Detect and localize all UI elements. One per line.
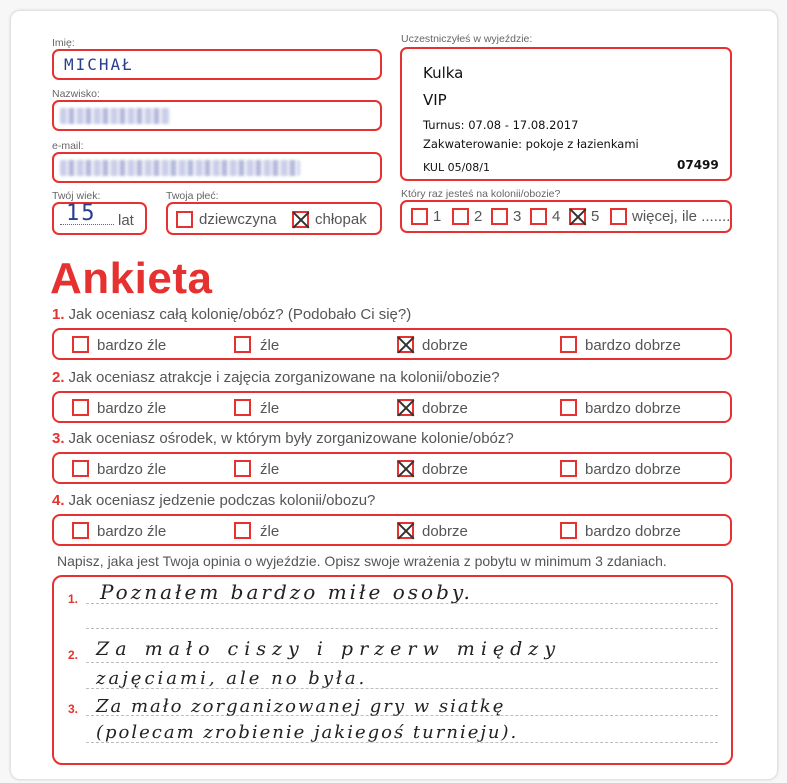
q4-checkbox-zle[interactable] bbox=[234, 522, 251, 539]
q2-option-zle: źle bbox=[260, 400, 280, 417]
q3-option-bardzo-zle: bardzo źle bbox=[97, 461, 167, 478]
trip-type: VIP bbox=[423, 91, 447, 109]
surname-redacted bbox=[60, 108, 170, 124]
handwriting-line-4: Za mało zorganizowanej gry w siatkę bbox=[96, 696, 506, 717]
q3-option-bardzo-dobrze: bardzo dobrze bbox=[585, 461, 681, 478]
q3-checkbox-bardzo-zle[interactable] bbox=[72, 460, 89, 477]
times-label: Który raz jesteś na kolonii/obozie? bbox=[401, 188, 561, 200]
trip-number: 07499 bbox=[677, 158, 719, 172]
email-redacted bbox=[60, 160, 300, 176]
q1-option-bardzo-zle: bardzo źle bbox=[97, 337, 167, 354]
times-option-1: 1 bbox=[433, 208, 442, 225]
q3-checkbox-bardzo-dobrze[interactable] bbox=[560, 460, 577, 477]
q2-checkbox-bardzo-dobrze[interactable] bbox=[560, 399, 577, 416]
q1-option-bardzo-dobrze: bardzo dobrze bbox=[585, 337, 681, 354]
q2-checkbox-bardzo-zle[interactable] bbox=[72, 399, 89, 416]
handwriting-line-2: Za mało ciszy i przerw między bbox=[96, 638, 562, 660]
q4-checkbox-bardzo-dobrze[interactable] bbox=[560, 522, 577, 539]
opinion-line-number-2: 2. bbox=[68, 648, 79, 662]
handwriting-line-1: Poznałem bardzo miłe osoby. bbox=[100, 580, 473, 604]
trip-label: Uczestniczyłeś w wyjeździe: bbox=[401, 33, 533, 45]
opinion-prompt: Napisz, jaka jest Twoja opinia o wyjeździe. Opisz swoje wrażenia z pobytu w minimum 3 zdaniach. bbox=[57, 553, 667, 569]
q3-checkbox-zle[interactable] bbox=[234, 460, 251, 477]
name-label: Imię: bbox=[52, 37, 75, 49]
checkbox-times-1[interactable] bbox=[411, 208, 428, 225]
checkbox-dziewczyna[interactable] bbox=[176, 211, 193, 228]
q1-checkbox-bardzo-zle[interactable] bbox=[72, 336, 89, 353]
trip-turnus: Turnus: 07.08 - 17.08.2017 bbox=[423, 118, 579, 132]
gender-label: Twoja płeć: bbox=[166, 190, 219, 202]
age-unit: lat bbox=[118, 212, 134, 229]
q3-option-zle: źle bbox=[260, 461, 280, 478]
opinion-line-number-1: 1. bbox=[68, 592, 79, 606]
age-label: Twój wiek: bbox=[52, 190, 101, 202]
q4-checkbox-bardzo-zle[interactable] bbox=[72, 522, 89, 539]
checkbox-times-more[interactable] bbox=[610, 208, 627, 225]
opinion-line bbox=[86, 628, 718, 629]
q4-option-bardzo-dobrze: bardzo dobrze bbox=[585, 523, 681, 540]
checkbox-times-5[interactable] bbox=[569, 208, 586, 225]
q4-checkbox-dobrze[interactable] bbox=[397, 522, 414, 539]
opinion-line-number-3: 3. bbox=[68, 702, 79, 716]
trip-code: KUL 05/08/1 bbox=[423, 161, 490, 174]
q4-option-bardzo-zle: bardzo źle bbox=[97, 523, 167, 540]
handwriting-line-5: (polecam zrobienie jakiegoś turnieju). bbox=[96, 722, 519, 743]
email-label: e-mail: bbox=[52, 140, 84, 152]
q1-option-zle: źle bbox=[260, 337, 280, 354]
checkbox-times-3[interactable] bbox=[491, 208, 508, 225]
q2-option-bardzo-zle: bardzo źle bbox=[97, 400, 167, 417]
q2-checkbox-dobrze[interactable] bbox=[397, 399, 414, 416]
q1-checkbox-bardzo-dobrze[interactable] bbox=[560, 336, 577, 353]
times-option-4: 4 bbox=[552, 208, 561, 225]
q4-option-dobrze: dobrze bbox=[422, 523, 468, 540]
q1-checkbox-dobrze[interactable] bbox=[397, 336, 414, 353]
handwriting-line-3: zajęciami, ale no była. bbox=[96, 668, 368, 689]
age-value: 15 bbox=[66, 201, 97, 226]
times-option-3: 3 bbox=[513, 208, 522, 225]
gender-option-dziewczyna: dziewczyna bbox=[199, 211, 277, 228]
checkbox-chlopak[interactable] bbox=[292, 211, 309, 228]
surname-label: Nazwisko: bbox=[52, 88, 100, 100]
checkbox-times-2[interactable] bbox=[452, 208, 469, 225]
question-1: 1. Jak oceniasz całą kolonię/obóz? (Podobało Ci się?) bbox=[52, 306, 412, 323]
question-4: 4. Jak oceniasz jedzenie podczas kolonii/obozu? bbox=[52, 492, 376, 509]
opinion-line bbox=[86, 662, 718, 663]
question-3: 3. Jak oceniasz ośrodek, w którym były zorganizowane kolonie/obóz? bbox=[52, 430, 514, 447]
times-option-more: więcej, ile ....... bbox=[632, 208, 731, 225]
q3-option-dobrze: dobrze bbox=[422, 461, 468, 478]
q1-option-dobrze: dobrze bbox=[422, 337, 468, 354]
question-2: 2. Jak oceniasz atrakcje i zajęcia zorganizowane na kolonii/obozie? bbox=[52, 369, 500, 386]
times-option-5: 5 bbox=[591, 208, 600, 225]
name-value: MICHAŁ bbox=[64, 55, 134, 74]
q2-option-dobrze: dobrze bbox=[422, 400, 468, 417]
times-option-2: 2 bbox=[474, 208, 483, 225]
trip-camp: Kulka bbox=[423, 64, 464, 82]
q3-checkbox-dobrze[interactable] bbox=[397, 460, 414, 477]
q2-option-bardzo-dobrze: bardzo dobrze bbox=[585, 400, 681, 417]
trip-accommodation: Zakwaterowanie: pokoje z łazienkami bbox=[423, 137, 639, 151]
survey-title: Ankieta bbox=[50, 254, 213, 303]
q1-checkbox-zle[interactable] bbox=[234, 336, 251, 353]
q2-checkbox-zle[interactable] bbox=[234, 399, 251, 416]
q4-option-zle: źle bbox=[260, 523, 280, 540]
gender-option-chlopak: chłopak bbox=[315, 211, 367, 228]
checkbox-times-4[interactable] bbox=[530, 208, 547, 225]
